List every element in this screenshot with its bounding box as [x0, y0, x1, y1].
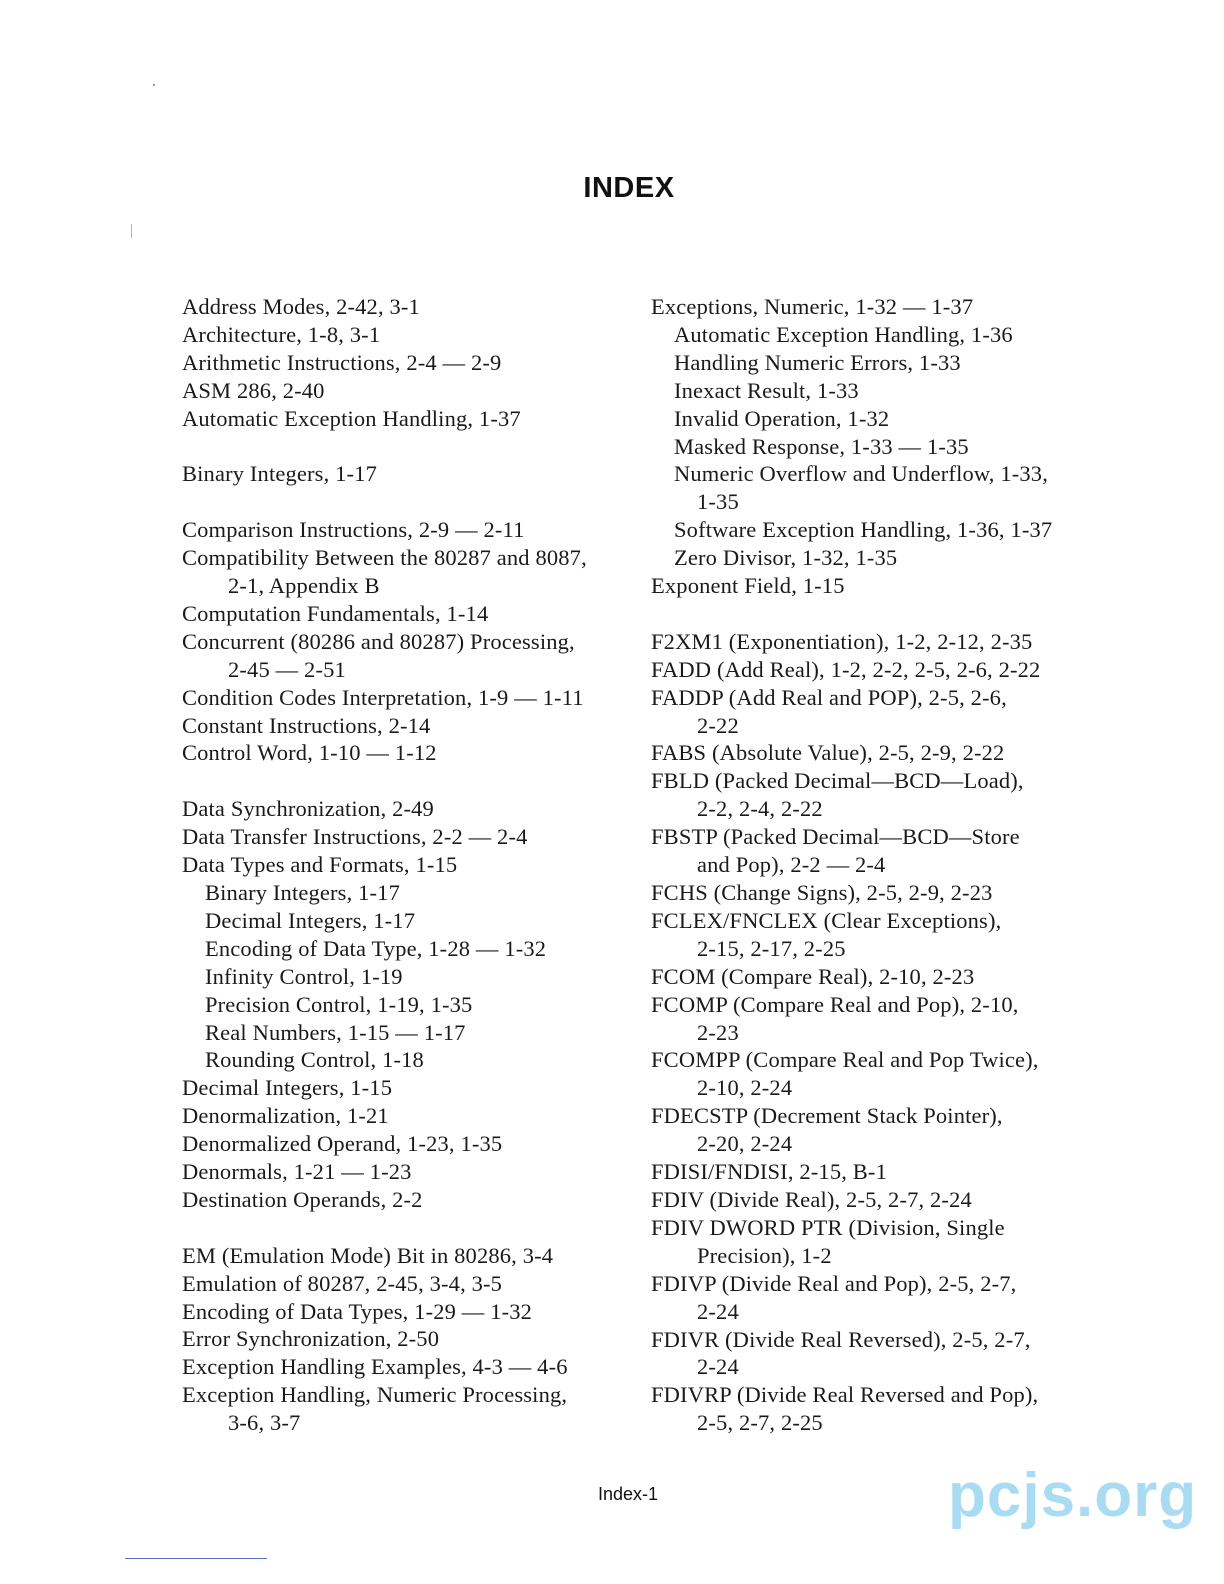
index-entry: FABS (Absolute Value), 2-5, 2-9, 2-22 — [651, 740, 1005, 766]
index-entry: FDIVP (Divide Real and Pop), 2-5, 2-7, — [651, 1270, 1017, 1296]
scan-mark — [131, 224, 132, 238]
index-subentry: Masked Response, 1-33 — 1-35 — [674, 433, 969, 459]
index-entry: Denormalization, 1-21 — [182, 1103, 389, 1129]
index-entry: Computation Fundamentals, 1-14 — [182, 600, 489, 626]
index-entry: Data Transfer Instructions, 2-2 — 2-4 — [182, 824, 528, 850]
section-gap — [651, 600, 1101, 628]
index-entry: FDIV (Divide Real), 2-5, 2-7, 2-24 — [651, 1186, 972, 1212]
index-right-column — [651, 293, 1101, 1437]
index-entry-continuation: 3-6, 3-7 — [228, 1410, 301, 1436]
index-entry: Binary Integers, 1-17 — [182, 461, 377, 487]
index-entry-continuation: 2-10, 2-24 — [697, 1075, 793, 1101]
index-entry: FCLEX/FNCLEX (Clear Exceptions), — [651, 907, 1002, 933]
index-subentry: Encoding of Data Type, 1-28 — 1-32 — [205, 935, 547, 961]
index-left-column — [182, 293, 627, 1437]
watermark-logo: pcjs.org — [948, 1461, 1198, 1530]
index-subentry: Handling Numeric Errors, 1-33 — [674, 349, 961, 375]
index-entry: Exception Handling Examples, 4-3 — 4-6 — [182, 1354, 568, 1380]
section-gap — [182, 433, 627, 461]
index-entry: Denormalized Operand, 1-23, 1-35 — [182, 1131, 503, 1157]
page-title: INDEX — [583, 172, 675, 204]
index-entry: FCHS (Change Signs), 2-5, 2-9, 2-23 — [651, 880, 993, 906]
index-entry-continuation: 2-5, 2-7, 2-25 — [697, 1410, 823, 1436]
index-entry: Compatibility Between the 80287 and 8087, — [182, 545, 587, 571]
index-entry-continuation: 2-20, 2-24 — [697, 1131, 793, 1157]
index-entry-continuation: and Pop), 2-2 — 2-4 — [697, 852, 886, 878]
index-entry-continuation: 2-24 — [697, 1354, 739, 1380]
index-entry: FDIV DWORD PTR (Division, Single — [651, 1214, 1005, 1240]
index-entry: FADDP (Add Real and POP), 2-5, 2-6, — [651, 684, 1007, 710]
index-entry: Exceptions, Numeric, 1-32 — 1-37 — [651, 294, 974, 319]
index-entry-continuation: Precision), 1-2 — [697, 1242, 832, 1268]
bottom-rule — [125, 1558, 267, 1559]
index-entry: Destination Operands, 2-2 — [182, 1186, 423, 1212]
index-entry: Address Modes, 2-42, 3-1 — [182, 294, 420, 319]
index-entry: ASM 286, 2-40 — [182, 377, 325, 403]
index-subentry: Invalid Operation, 1-32 — [674, 405, 890, 431]
index-entry-continuation: 2-22 — [697, 712, 739, 738]
index-entry: EM (Emulation Mode) Bit in 80286, 3-4 — [182, 1242, 554, 1268]
index-subentry: Rounding Control, 1-18 — [205, 1047, 424, 1073]
index-entry: Control Word, 1-10 — 1-12 — [182, 740, 437, 766]
index-subentry: Binary Integers, 1-17 — [205, 879, 400, 905]
index-entry: Decimal Integers, 1-15 — [182, 1075, 393, 1101]
index-entry: FBSTP (Packed Decimal—BCD—Store — [651, 824, 1020, 850]
index-subentry: Numeric Overflow and Underflow, 1-33, — [674, 461, 1048, 487]
index-entry-continuation: 2-1, Appendix B — [228, 573, 380, 599]
index-entry-continuation: 2-15, 2-17, 2-25 — [697, 935, 846, 961]
index-entry: Denormals, 1-21 — 1-23 — [182, 1159, 412, 1185]
index-subentry: Software Exception Handling, 1-36, 1-37 — [674, 517, 1053, 543]
index-subentry: Zero Divisor, 1-32, 1-35 — [674, 545, 898, 571]
index-subentry: Real Numbers, 1-15 — 1-17 — [205, 1019, 466, 1045]
index-subentry: Precision Control, 1-19, 1-35 — [205, 991, 473, 1017]
index-subentry: Inexact Result, 1-33 — [674, 377, 859, 403]
index-subentry: Decimal Integers, 1-17 — [205, 907, 416, 933]
section-gap — [182, 488, 627, 516]
index-entry: FDIVR (Divide Real Reversed), 2-5, 2-7, — [651, 1326, 1031, 1352]
index-subentry: Infinity Control, 1-19 — [205, 963, 403, 989]
scan-speck — [153, 84, 155, 86]
index-entry: Concurrent (80286 and 80287) Processing, — [182, 628, 575, 654]
index-entry: Condition Codes Interpretation, 1-9 — 1-11 — [182, 684, 584, 710]
index-entry: Architecture, 1-8, 3-1 — [182, 321, 381, 347]
index-entry: FADD (Add Real), 1-2, 2-2, 2-5, 2-6, 2-22 — [651, 656, 1041, 682]
section-gap — [182, 1214, 627, 1242]
index-entry: FBLD (Packed Decimal—BCD—Load), — [651, 768, 1024, 794]
index-entry: Exponent Field, 1-15 — [651, 573, 845, 599]
index-entry: Data Synchronization, 2-49 — [182, 796, 434, 822]
index-entry: FCOMPP (Compare Real and Pop Twice), — [651, 1047, 1039, 1073]
index-entry-continuation: 2-45 — 2-51 — [228, 656, 346, 682]
index-entry: F2XM1 (Exponentiation), 1-2, 2-12, 2-35 — [651, 628, 1033, 654]
index-entry: Automatic Exception Handling, 1-37 — [182, 405, 521, 431]
index-entry: FDECSTP (Decrement Stack Pointer), — [651, 1103, 1003, 1129]
index-entry: FDISI/FNDISI, 2-15, B-1 — [651, 1159, 887, 1185]
index-entry: Constant Instructions, 2-14 — [182, 712, 431, 738]
index-entry: Encoding of Data Types, 1-29 — 1-32 — [182, 1298, 533, 1324]
index-entry-continuation: 2-23 — [697, 1019, 739, 1045]
index-entry: Comparison Instructions, 2-9 — 2-11 — [182, 517, 525, 543]
index-entry: Arithmetic Instructions, 2-4 — 2-9 — [182, 349, 502, 375]
index-entry-continuation: 2-24 — [697, 1298, 739, 1324]
index-entry: FCOM (Compare Real), 2-10, 2-23 — [651, 963, 975, 989]
index-entry: FCOMP (Compare Real and Pop), 2-10, — [651, 991, 1019, 1017]
index-subentry: Automatic Exception Handling, 1-36 — [674, 321, 1013, 347]
index-entry: FDIVRP (Divide Real Reversed and Pop), — [651, 1382, 1039, 1408]
section-gap — [182, 767, 627, 795]
index-entry-continuation: 2-2, 2-4, 2-22 — [697, 796, 823, 822]
index-entry: Exception Handling, Numeric Processing, — [182, 1382, 568, 1408]
index-subentry-continuation: 1-35 — [697, 489, 739, 515]
index-entry: Error Synchronization, 2-50 — [182, 1326, 440, 1352]
index-entry: Emulation of 80287, 2-45, 3-4, 3-5 — [182, 1270, 503, 1296]
page-number: Index-1 — [597, 1484, 659, 1504]
index-entry: Data Types and Formats, 1-15 — [182, 852, 458, 878]
